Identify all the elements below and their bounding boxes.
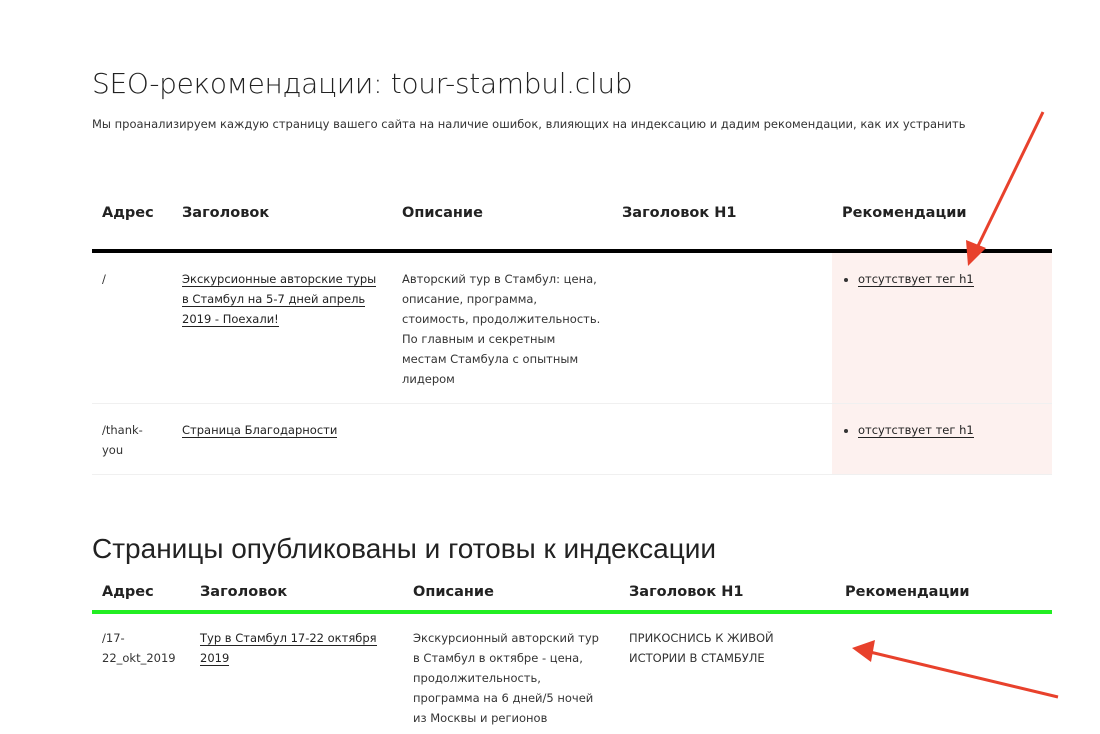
arrow-bottom-icon xyxy=(852,640,1058,697)
recommendation-link[interactable]: отсутствует тег h1 xyxy=(858,272,974,286)
col-title-header: Заголовок xyxy=(182,205,270,221)
section-title-published: Страницы опубликованы и готовы к индексации xyxy=(92,533,717,565)
intro-text: Мы проанализируем каждую страницу вашего сайта на наличие ошибок, влияющих на индексацию и дадим рекомендации, как их устранить xyxy=(92,117,966,131)
col-h1-header: Заголовок H1 xyxy=(622,205,737,221)
row-description: Экскурсионный авторский тур в Стамбул в октябре - цена, продолжительность, программа на 6 дней/5 ночей из Москвы и регионов xyxy=(413,631,599,725)
col-recommendations-header: Рекомендации xyxy=(845,584,970,600)
row-title-link[interactable]: Экскурсионные авторские туры в Стамбул на 5-7 дней апрель 2019 - Поехали! xyxy=(182,272,377,326)
col-description-header: Описание xyxy=(402,205,483,221)
row-description: Авторский тур в Стамбул: цена, описание, программа, стоимость, продолжительность. По главным и секретным местам Стамбула с опытным лидером xyxy=(402,272,601,386)
row-title-link[interactable]: Страница Благодарности xyxy=(182,423,338,437)
row-title-link[interactable]: Тур в Стамбул 17-22 октября 2019 xyxy=(200,631,377,665)
row-address: /thank-you xyxy=(102,423,143,457)
col-description-header: Описание xyxy=(413,584,494,600)
page-title: SEO-рекомендации: tour-stambul.club xyxy=(92,66,633,100)
col-address-header: Адрес xyxy=(102,584,154,600)
col-title-header: Заголовок xyxy=(200,584,288,600)
arrow-top-icon xyxy=(966,112,1043,266)
recommendation-link[interactable]: отсутствует тег h1 xyxy=(858,423,974,437)
col-h1-header: Заголовок H1 xyxy=(629,584,744,600)
col-address-header: Адрес xyxy=(102,205,154,221)
col-recommendations-header: Рекомендации xyxy=(842,205,967,221)
row-address: / xyxy=(102,272,106,286)
row-address: /17-22_okt_2019 xyxy=(102,631,176,665)
row-h1: ПРИКОСНИСЬ К ЖИВОЙ ИСТОРИИ В СТАМБУЛЕ xyxy=(629,631,774,665)
